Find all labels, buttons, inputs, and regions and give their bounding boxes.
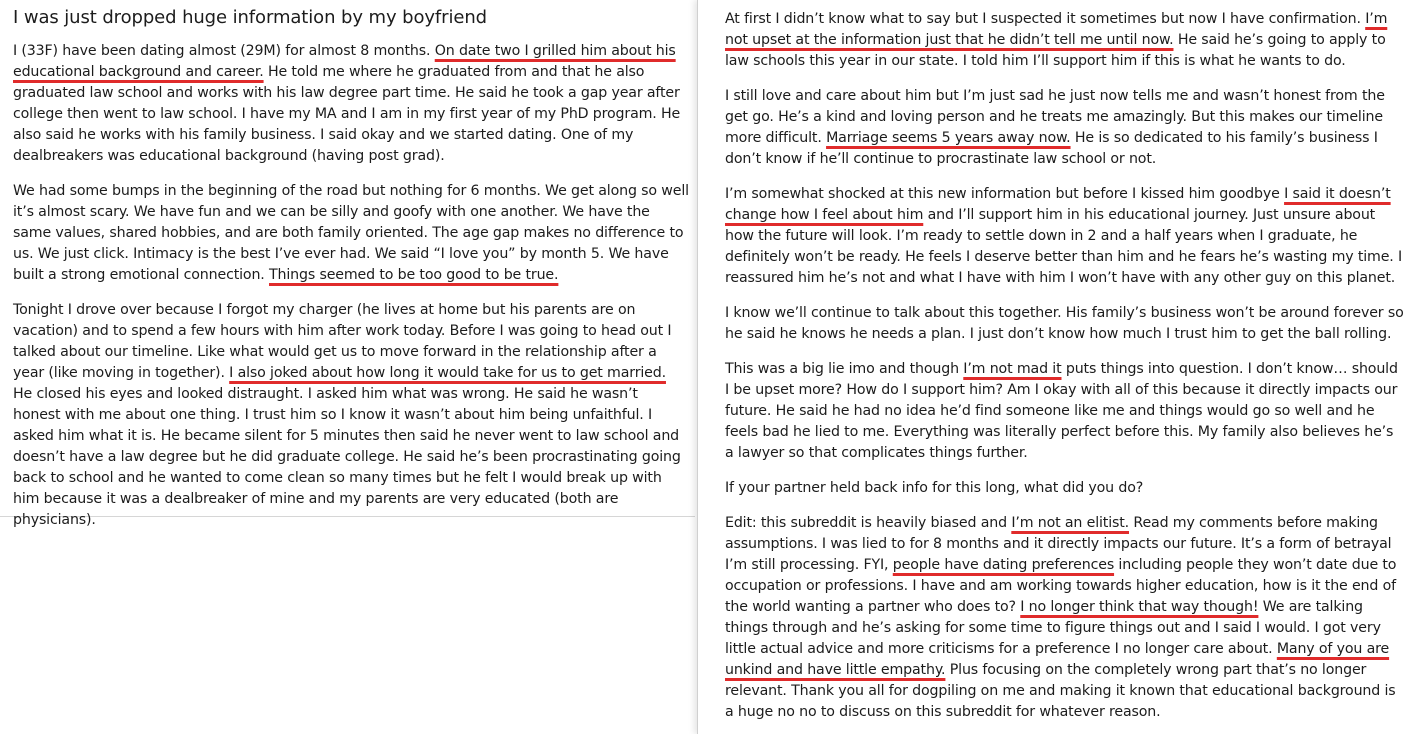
highlighted-text: people have dating preferences: [892, 557, 1115, 573]
right-paragraph-1: [725, 9, 1405, 72]
text-segment: This was a big lie imo and though: [725, 361, 964, 377]
text-segment: Edit: this subreddit is heavily biased and: [725, 515, 1012, 531]
highlighted-text: I said it doesn’t change how I feel about him: [725, 186, 1391, 223]
left-paragraph-2: [13, 181, 689, 286]
text-segment: I still love and care about him but I’m just sad he just now tells me and wasn’t honest from the get go. He’s a kind and loving person and he treats me amazingly. But this makes our timeline more difficult.: [725, 88, 1385, 146]
text-segment: If your partner held back info for this long, what did you do?: [725, 480, 1144, 496]
text-segment: At first I didn’t know what to say but I suspected it sometimes but now I have confirmation.: [725, 11, 1366, 27]
highlighted-text: I also joked about how long it would take for us to get married.: [229, 365, 666, 381]
highlighted-text: Things seemed to be too good to be true.: [269, 267, 559, 283]
right-paragraph-3: [725, 184, 1405, 289]
highlighted-text: Marriage seems 5 years away now.: [826, 130, 1071, 146]
text-segment: He is so dedicated to his family’s business I don’t know if he’ll continue to procrastinate law school or not.: [725, 130, 1378, 167]
text-segment: We had some bumps in the beginning of the road but nothing for 6 months. We get along so well it’s almost scary. We have fun and we can be silly and goofy with one another. We have the same values, shared hobbies, and are both family oriented. The age gap makes no difference to us. We just click. Intimacy is the best I’ve ever had. We said “I love you” by month 5. We have built a strong emotional connection.: [13, 183, 689, 283]
text-segment: He said he’s going to apply to law schools this year in our state. I told him I’ll support him if this is what he wants to do.: [725, 32, 1386, 69]
post-left-panel: [0, 0, 695, 528]
right-paragraph-4: [725, 303, 1405, 345]
post-title: I was just dropped huge information by my boyfriend: [13, 7, 487, 28]
text-segment: Plus focusing on the completely wrong part that’s no longer relevant. Thank you all for dogpiling on me and making it known that educational background is a huge no no to discuss on this subreddit for whatever reason.: [725, 662, 1396, 720]
edit-paragraph: [725, 513, 1405, 723]
text-segment: I (33F) have been dating almost (29M) for almost 8 months.: [13, 43, 435, 59]
highlighted-text: Many of you are unkind and have little empathy.: [725, 641, 1390, 678]
text-segment: Read my comments before making assumptions. I was lied to for 8 months and it directly impacts our future. It’s a form of betrayal I’m still processing. FYI,: [725, 515, 1392, 573]
highlighted-text: On date two I grilled him about his educational background and career.: [13, 43, 676, 80]
text-segment: puts things into question. I don’t know… should I be upset more? How do I support him? Am I okay with all of this because it directly impacts our future. He said he had no idea he’d find someone like me and things would go so well and he feels bad he lied to me. Everything was literally perfect before this. My family also believes he’s a lawyer so that complicates things further.: [725, 361, 1398, 461]
highlighted-text: I no longer think that way though!: [1020, 599, 1259, 615]
text-segment: I know we’ll continue to talk about this together. His family’s business won’t be around forever so he said he knows he needs a plan. I just don’t know how much I trust him to get the ball rolling.: [725, 305, 1404, 342]
right-paragraph-2: [725, 86, 1405, 170]
text-segment: He closed his eyes and looked distraught. I asked him what was wrong. He said he wasn’t honest with me about one thing. I trust him so I know it wasn’t about him being unfaithful. I asked him what it is. He became silent for 5 minutes then said he never went to law school and doesn’t have a law degree but he did graduate college. He said he’s been procrastinating going back to school and he wanted to come clean so many times but he felt I would break up with him because it was a dealbreaker of mine and my parents are very educated (both are physicians).: [13, 386, 681, 528]
left-paragraph-1: [13, 41, 689, 167]
highlighted-text: I’m not an elitist.: [1011, 515, 1130, 531]
text-segment: I’m somewhat shocked at this new information but before I kissed him goodbye: [725, 186, 1285, 202]
text-segment: We are talking things through and he’s asking for some time to figure things out and I said I would. I got very little actual advice and more criticisms for a preference I no longer care about.: [725, 599, 1381, 657]
text-segment: including people they won’t date due to occupation or professions. I have and am working towards higher education, how is it the end of the world wanting a partner who does to?: [725, 557, 1397, 615]
left-paragraph-3: [13, 300, 689, 531]
right-paragraph-5: [725, 359, 1405, 464]
text-segment: He told me where he graduated from and that he also graduated law school and works with his law degree part time. He said he took a gap year after college then went to law school. I have my MA and I am in my first year of my PhD program. He also said he works with his family business. I said okay and we started dating. One of my dealbreakers was educational background (having post grad).: [13, 64, 681, 164]
highlighted-text: I’m not upset at the information just that he didn’t tell me until now.: [725, 11, 1388, 48]
right-paragraph-6: [725, 478, 1405, 499]
highlighted-text: I’m not mad it: [963, 361, 1062, 377]
text-segment: Tonight I drove over because I forgot my charger (he lives at home but his parents are on vacation) and to spend a few hours with him after work today. Before I was going to head out I talked about our timeline. Like what would get us to move forward in the relationship after a year (like moving in together).: [13, 302, 672, 381]
text-segment: and I’ll support him in his educational journey. Just unsure about how the future will look. I’m ready to settle down in 2 and a half years when I graduate, he definitely won’t be ready. He feels I deserve better than him and he fears he’s wasting my time. I reassured him he’s not and what I have with him I won’t have with any other guy on this planet.: [725, 207, 1403, 286]
post-right-panel: [697, 0, 1417, 734]
